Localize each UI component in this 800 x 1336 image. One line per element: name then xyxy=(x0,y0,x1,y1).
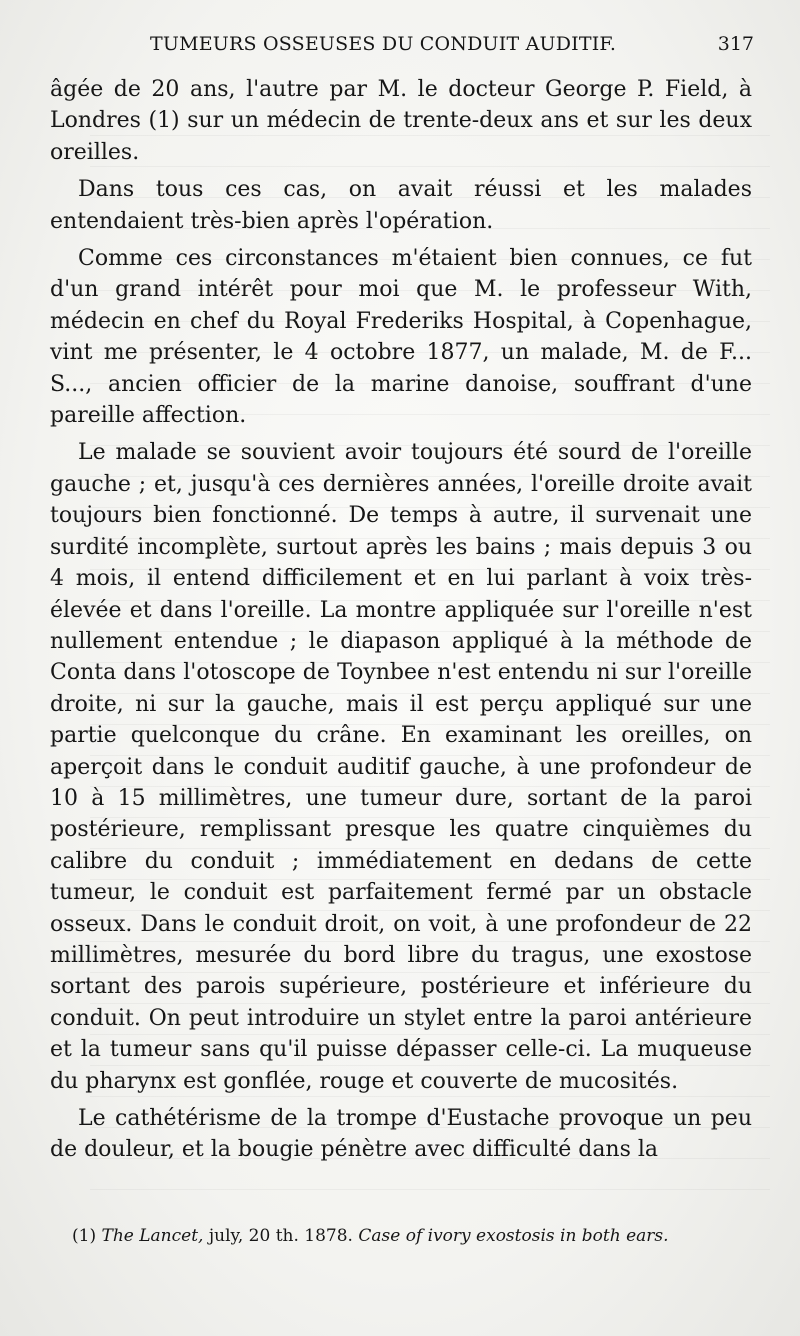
page-header xyxy=(150,33,754,63)
footnote-journal: The Lancet, xyxy=(101,1226,204,1246)
paragraph-catheterism: Le cathétérisme de la trompe d'Eustache provoque un peu de douleur, et la bougie pénètre avec difficulté dans la xyxy=(50,1106,752,1163)
paragraph-continuation: âgée de 20 ans, l'autre par M. le docteur George P. Field, à Londres (1) sur un médecin de trente-deux ans et sur les deux oreilles. xyxy=(50,77,752,165)
running-title: TUMEURS OSSEUSES DU CONDUIT AUDITIF. xyxy=(150,33,617,55)
footnote xyxy=(50,1224,752,1248)
paragraph-patient-introduction: Comme ces circonstances m'étaient bien connues, ce fut d'un grand intérêt pour moi que M. le professeur With, médecin en chef du Royal Frederiks Hospital, à Copenhague, vint me présenter, le 4 octobre 1877, un malade, M. de F... S..., ancien officier de la marine danoise, souffrant d'une pareille affection. xyxy=(50,246,752,429)
footnote-title: Case of ivory exostosis in both ears. xyxy=(358,1226,669,1246)
body-text xyxy=(50,74,752,1166)
paragraph-case-history: Le malade se souvient avoir toujours été sourd de l'oreille gauche ; et, jusqu'à ces dernières années, l'oreille droite avait toujours bien fonctionné. De temps à autre, il survenait une surdité incomplète, surtout après les bains ; mais depuis 3 ou 4 mois, il entend difficilement et en lui parlant à voix très-élevée et dans l'oreille. La montre appliquée sur l'oreille n'est nullement entendue ; le diapason appliqué à la méthode de Conta dans l'otoscope de Toynbee n'est entendu ni sur l'oreille droite, ni sur la gauche, mais il est perçu appliqué sur une partie quelconque du crâne. En examinant les oreilles, on aperçoit dans le conduit auditif gauche, à une profondeur de 10 à 15 millimètres, une tumeur dure, sortant de la paroi postérieure, remplissant presque les quatre cinquièmes du calibre du conduit ; immédiatement en dedans de cette tumeur, le conduit est parfaitement fermé par un obstacle osseux. Dans le conduit droit, on voit, à une profondeur de 22 millimètres, mesurée du bord libre du tragus, une exostose sortant des parois supérieure, postérieure et inférieure du conduit. On peut introduire un stylet entre la paroi antérieure et la tumeur sans qu'il puisse dépasser celle-ci. La muqueuse du pharynx est gonflée, rouge et couverte de mucosités. xyxy=(50,440,752,1094)
page-number: 317 xyxy=(717,33,754,55)
footnote-marker: (1) xyxy=(72,1226,97,1246)
footnote-date: july, 20 th. 1878. xyxy=(208,1226,353,1246)
paragraph-success-cases: Dans tous ces cas, on avait réussi et les malades entendaient très-bien après l'opération. xyxy=(50,177,752,234)
